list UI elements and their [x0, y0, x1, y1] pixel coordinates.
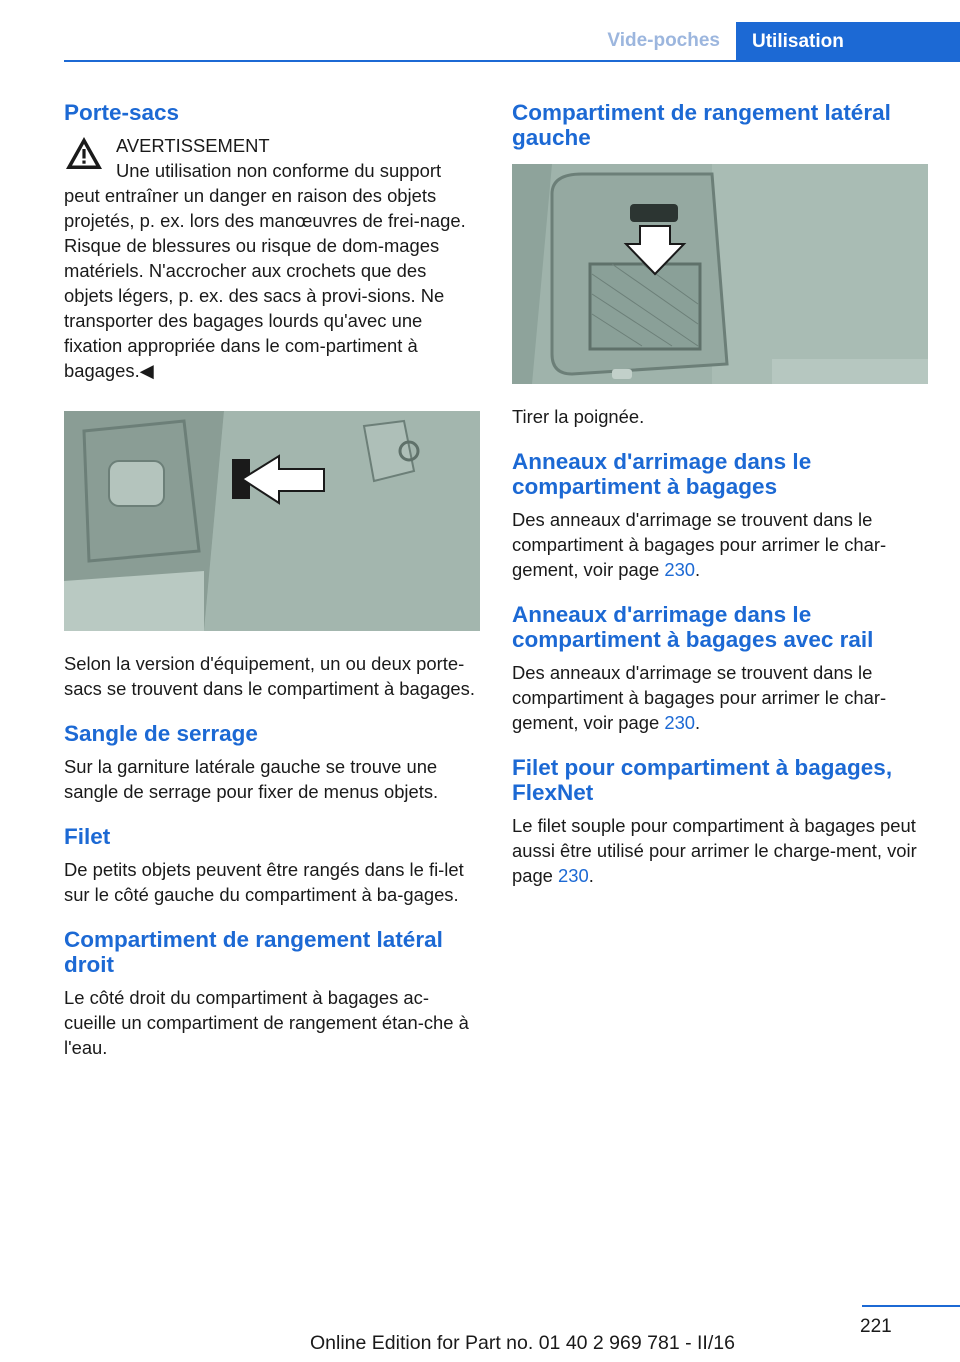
warning-text: Une utilisation non conforme du support peut entraîner un danger en raison des objets projetés, p. ex. lors des manœuvres de frei‐nage. Risque de blessures ou risque de dom‐mages matériels. N'accrocher aux crochets que des objets légers, p. ex. des sacs à provi‐sions. Ne transporter des bagages lourds qu'avec une fixation appropriée dans le com‐partiment à bagages.◀: [64, 160, 466, 381]
page-number: 221: [860, 1316, 892, 1337]
section-text: Le côté droit du compartiment à bagages ac‐cueille un compartiment de rangement étan‐che à l'eau.: [64, 987, 469, 1058]
header-rule: [64, 60, 960, 62]
section-porte-sacs: [64, 100, 480, 701]
figure-caption: Tirer la poignée.: [512, 406, 645, 427]
page-ref-link[interactable]: 230: [664, 712, 696, 733]
warning-label: AVERTISSEMENT: [116, 135, 270, 156]
section-text: [512, 813, 928, 888]
section-title: Filet pour compartiment à bagages, FlexNet: [512, 755, 893, 805]
section-body: Des anneaux d'arrimage se trouvent dans le compartiment à bagages pour arrimer le char‐gement, voir page: [512, 509, 887, 580]
section-title: Filet: [64, 824, 111, 849]
section-filet: [64, 824, 480, 907]
side-compartment-illustration: [512, 164, 928, 384]
section-flexnet: [512, 755, 928, 888]
section-title: Anneaux d'arrimage dans le compartiment à bagages: [512, 449, 812, 499]
section-sangle: [64, 721, 480, 804]
left-column: [64, 100, 480, 1080]
sentence-end: .: [695, 712, 701, 733]
section-text: De petits objets peuvent être rangés dans le fi‐let sur le côté gauche du compartiment à ba‐gages.: [64, 859, 464, 905]
sentence-end: .: [695, 559, 701, 580]
section-text: [512, 660, 928, 735]
sentence-end: .: [588, 865, 594, 886]
page-ref-link[interactable]: 230: [558, 865, 589, 886]
edition-footer: Online Edition for Part no. 01 40 2 969 781 - II/16: [310, 1332, 735, 1354]
section-title: Sangle de serrage: [64, 721, 258, 746]
warning-block: [64, 133, 480, 383]
figure-caption: Selon la version d'équipement, un ou deux porte-sacs se trouvent dans le compartiment à bagages.: [64, 653, 475, 699]
section-rangement-gauche: [512, 100, 928, 429]
header-section-tab[interactable]: Vide-poches: [607, 30, 720, 51]
section-title: Porte-sacs: [64, 100, 180, 125]
section-anneaux: [512, 449, 928, 582]
figure-porte-sacs: [64, 411, 480, 631]
section-title: Compartiment de rangement latéral droit: [64, 927, 443, 977]
section-title: Anneaux d'arrimage dans le compartiment à bagages avec rail: [512, 602, 874, 652]
figure-rangement-gauche: [512, 164, 928, 384]
page-header: [0, 0, 960, 62]
header-chapter-tab[interactable]: Utilisation: [736, 22, 960, 62]
section-title: Compartiment de rangement latéral gauche: [512, 100, 891, 150]
right-column: [512, 100, 928, 908]
section-anneaux-rail: [512, 602, 928, 735]
page-ref-link[interactable]: 230: [664, 559, 696, 580]
section-rangement-droit: [64, 927, 480, 1060]
section-text: Sur la garniture latérale gauche se trouve une sangle de serrage pour fixer de menus objets.: [64, 756, 439, 802]
section-body: Des anneaux d'arrimage se trouvent dans le compartiment à bagages pour arrimer le char‐gement, voir page: [512, 662, 887, 733]
footer-rule: [862, 1305, 960, 1307]
section-body: Le filet souple pour compartiment à bagages peut aussi être utilisé pour arrimer le charge‐ment, voir page: [512, 815, 917, 886]
bag-hook-illustration: [64, 411, 480, 631]
warning-triangle-icon: [64, 135, 104, 171]
section-text: [512, 507, 928, 582]
